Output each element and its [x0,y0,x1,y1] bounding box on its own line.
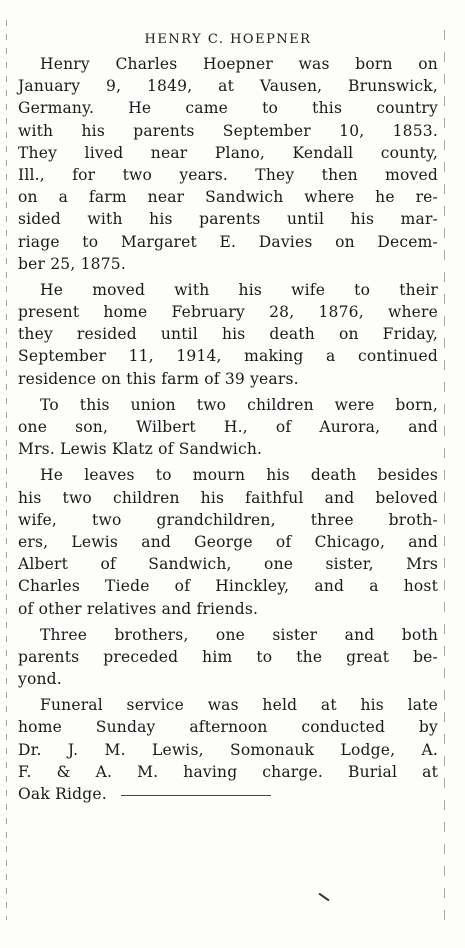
text-line: January 9, 1849, at Vausen, Brunswick, [18,77,438,96]
text-line: parents preceded him to the great be- [18,647,438,666]
text-line: Ill., for two years. They then moved [18,165,438,184]
obituary-column [18,32,438,805]
text-line: his two children his faithful and beloved [18,488,438,507]
text-line: one son, Wilbert H., of Aurora, and [18,418,438,436]
text-line: Dr. J. M. Lewis, Somonauk Lodge, A. [18,740,438,759]
text-line: on a farm near Sandwich where he re- [18,188,438,207]
text-line: sided with his parents until his mar- [18,210,438,229]
text-line: Three brothers, one sister and both [40,625,438,644]
text-line: He leaves to mourn his death besides [40,466,438,485]
obituary-headline: HENRY C. HOEPNER [144,32,312,47]
text-line: residence on this farm of 39 years. [18,369,299,388]
text-line: Germany. He came to this country [18,99,438,118]
text-line: ber 25, 1875. [18,254,126,273]
text-line: they resided until his death on Friday, [18,325,438,344]
text-line: of other relatives and friends. [18,599,259,618]
paragraph-preceded [18,624,438,691]
ink-mark [319,893,330,902]
paragraph-funeral [18,694,438,805]
text-line: wife, two grandchildren, three broth- [18,510,438,529]
paragraph-survivors [18,464,438,619]
text-line: Henry Charles Hoepner was born on [40,55,438,73]
text-line: Albert of Sandwich, one sister, Mrs [18,555,438,574]
text-line: ers, Lewis and George of Chicago, and [18,532,438,551]
text-line: present home February 28, 1876, where [18,303,438,322]
text-line: He moved with his wife to their [40,280,438,299]
text-line: Mrs. Lewis Klatz of Sandwich. [18,440,263,459]
text-line: September 11, 1914, making a continued [18,347,438,366]
text-line: home Sunday afternoon conducted by [18,718,438,737]
paragraph-residence [18,279,438,390]
text-line: riage to Margaret E. Davies on Decem- [18,232,438,251]
column-rule-left [6,20,7,920]
text-line-last [18,783,438,805]
paragraph-children [18,394,438,461]
text-line: Charles Tiede of Hinckley, and a host [18,577,438,596]
paragraph-birth [18,53,438,275]
column-rule-right [444,30,445,930]
text-line: Funeral service was held at his late [40,696,438,715]
text-line-content: Oak Ridge. [18,785,107,803]
text-line: They lived near Plano, Kendall county, [18,143,438,162]
text-line: F. & A. M. having charge. Burial at [18,762,438,781]
end-rule [121,795,271,796]
text-line: with his parents September 10, 1853. [18,121,438,140]
text-line: To this union two children were born, [40,395,438,414]
text-line: yond. [18,670,62,689]
